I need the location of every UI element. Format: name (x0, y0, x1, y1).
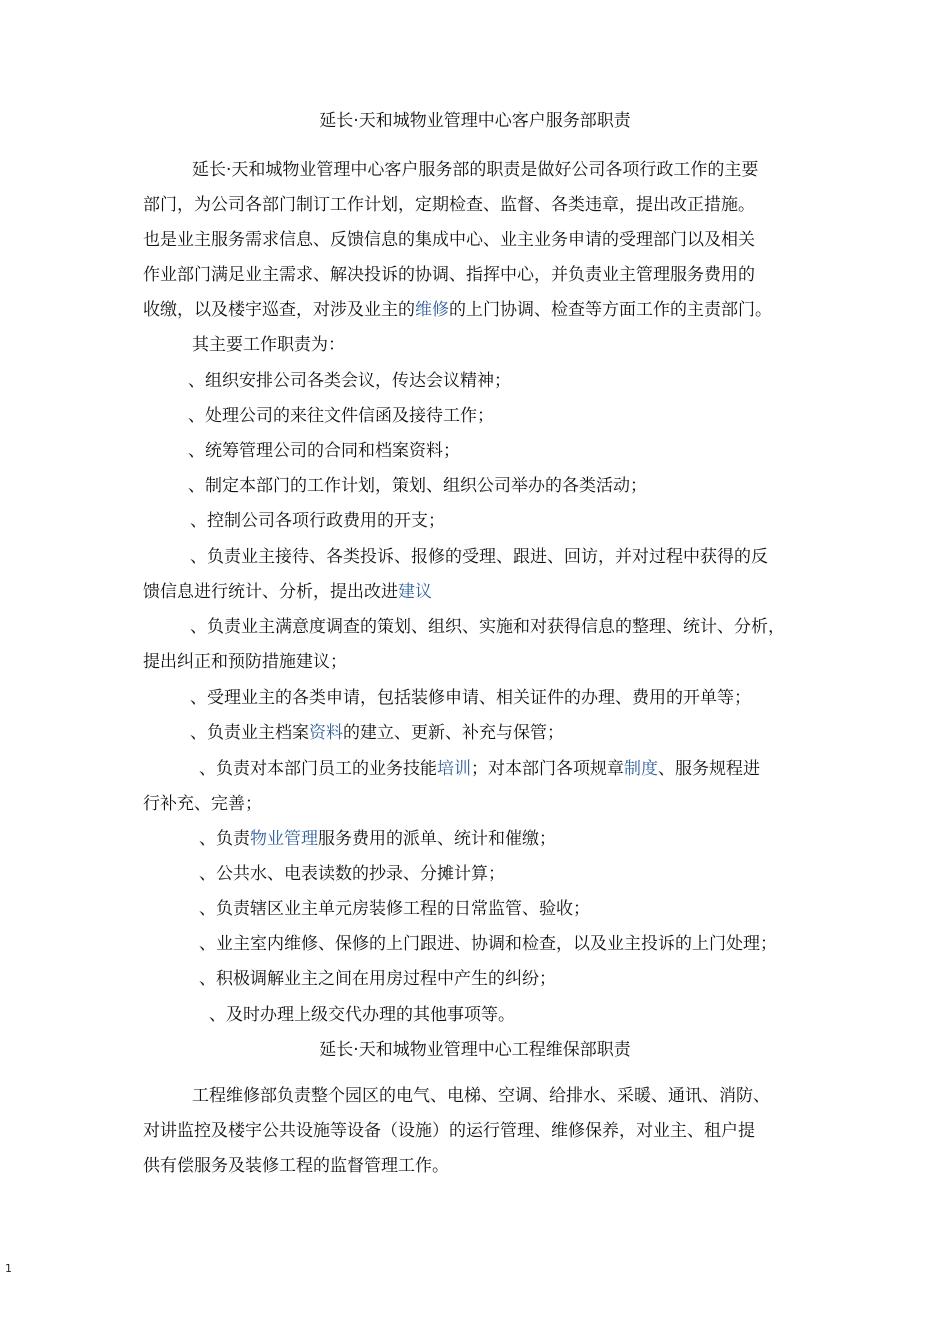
duty-7-line-1: 、负责业主满意度调查的策划、组织、实施和对获得信息的整理、统计、分析， (190, 617, 785, 637)
section2-title: 延长·天和城物业管理中心工程维保部职责 (319, 1040, 631, 1060)
intro-line-1: 延长·天和城物业管理中心客户服务部的职责是做好公司各项行政工作的主要 (192, 160, 759, 180)
duty-3: 、统筹管理公司的合同和档案资料； (188, 441, 460, 461)
intro-line-2: 部门，为公司各部门制订工作计划，定期检查、监督、各类违章，提出改正措施。 (143, 195, 755, 215)
link-ziliao[interactable]: 资料 (309, 723, 343, 743)
intro-line-5 (143, 298, 772, 322)
duty-6-line-2 (143, 580, 432, 604)
link-wuyeguanli[interactable]: 物业管理 (250, 829, 318, 849)
duty-13: 、负责辖区业主单元房装修工程的日常监管、验收； (199, 899, 590, 919)
intro-line-3: 也是业主服务需求信息、反馈信息的集成中心、业主业务申请的受理部门以及相关 (143, 230, 755, 250)
duty-2: 、处理公司的来往文件信函及接待工作； (188, 406, 494, 426)
duty-15: 、积极调解业主之间在用房过程中产生的纠纷； (199, 969, 556, 989)
page-number: 1 (5, 1262, 12, 1275)
duty-text: 服务费用的派单、统计和催缴； (318, 829, 556, 849)
duty-7-line-2: 提出纠正和预防措施建议； (143, 652, 347, 672)
duty-12: 、公共水、电表读数的抄录、分摊计算； (199, 864, 505, 884)
duty-16: 、及时办理上级交代办理的其他事项等。 (209, 1005, 515, 1025)
intro-line-4: 作业部门满足业主需求、解决投诉的协调、指挥中心，并负责业主管理服务费用的 (143, 265, 755, 285)
duty-text: 的建立、更新、补充与保管； (343, 723, 564, 743)
duties-heading: 其主要工作职责为： (192, 335, 345, 355)
intro-text: 的上门协调、检查等方面工作的主责部门。 (449, 300, 772, 320)
duty-text: 、服务规程进 (658, 759, 760, 779)
intro-text: 收缴，以及楼宇巡查，对涉及业主的 (143, 300, 415, 320)
duty-8: 、受理业主的各类申请，包括装修申请、相关证件的办理、费用的开单等； (190, 688, 751, 708)
duty-10-line-2: 行补充、完善； (143, 794, 262, 814)
link-peixun[interactable]: 培训 (437, 759, 471, 779)
duty-6-line-1: 、负责业主接待、各类投诉、报修的受理、跟进、回访，并对过程中获得的反 (190, 547, 768, 567)
section2-line-2: 对讲监控及楼宇公共设施等设备（设施）的运行管理、维修保养，对业主、租户提 (143, 1121, 755, 1141)
section2-line-1: 工程维修部负责整个园区的电气、电梯、空调、给排水、采暖、通讯、消防、 (192, 1086, 770, 1106)
link-zhidu[interactable]: 制度 (624, 759, 658, 779)
duty-9 (190, 721, 564, 745)
link-weixiu[interactable]: 维修 (415, 300, 449, 320)
duty-5: 、控制公司各项行政费用的开支； (190, 511, 445, 531)
duty-1: 、组织安排公司各类会议，传达会议精神； (188, 371, 511, 391)
section1-title: 延长·天和城物业管理中心客户服务部职责 (319, 111, 631, 131)
duty-text: 、负责对本部门员工的业务技能 (199, 759, 437, 779)
link-jianyi[interactable]: 建议 (398, 582, 432, 602)
duty-4: 、制定本部门的工作计划，策划、组织公司举办的各类活动； (188, 476, 647, 496)
section2-line-3: 供有偿服务及装修工程的监督管理工作。 (143, 1156, 449, 1176)
duty-text: ；对本部门各项规章 (471, 759, 624, 779)
duty-text: 馈信息进行统计、分析，提出改进 (143, 582, 398, 602)
duty-11 (199, 827, 556, 851)
duty-10-line-1 (199, 757, 760, 781)
duty-14: 、业主室内维修、保修的上门跟进、协调和检查，以及业主投诉的上门处理； (199, 934, 777, 954)
duty-text: 、负责业主档案 (190, 723, 309, 743)
duty-text: 、负责 (199, 829, 250, 849)
